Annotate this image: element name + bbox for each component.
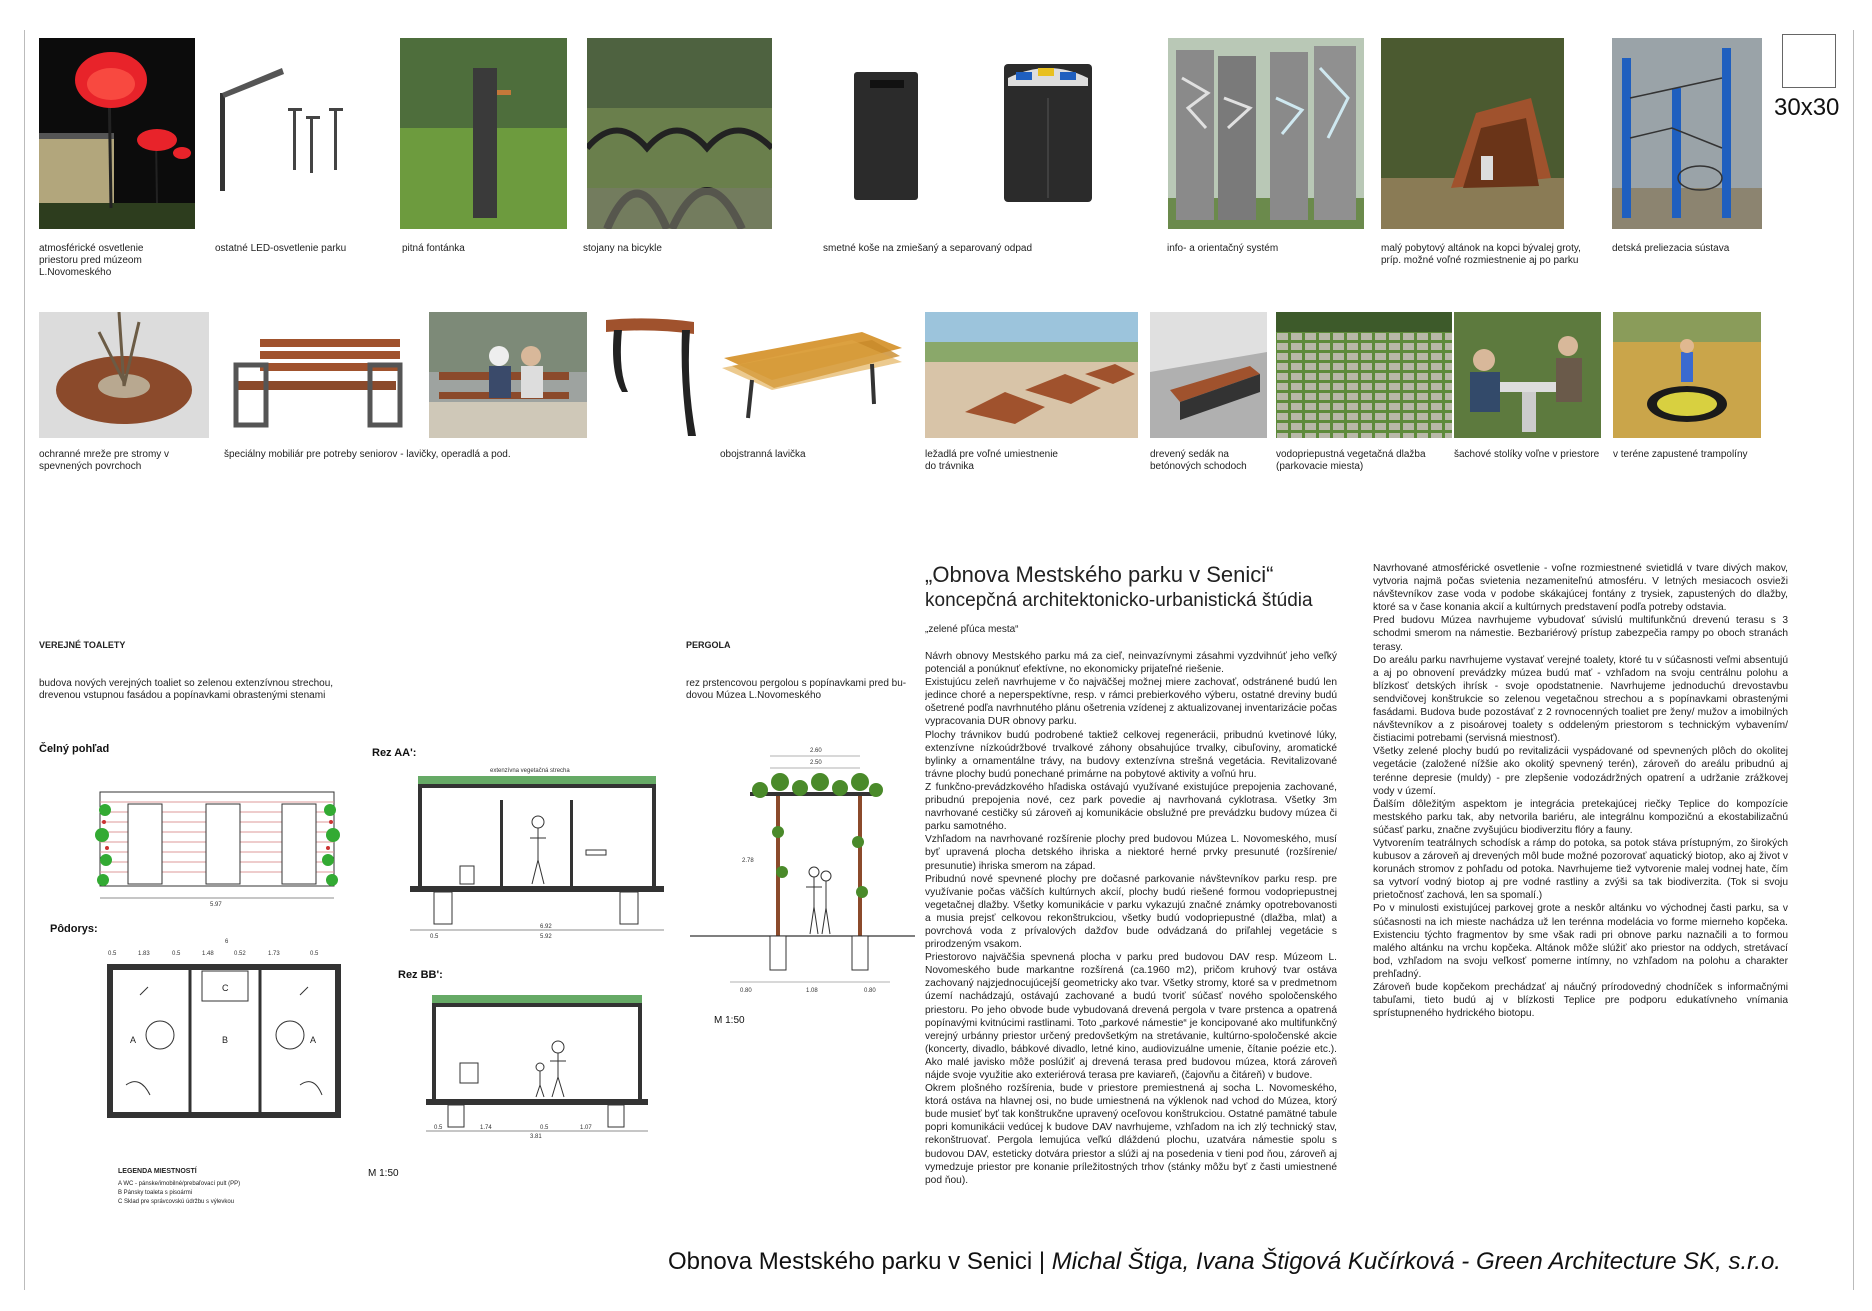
plan-dim-4: 1.48 bbox=[202, 951, 214, 957]
bb-dim-3: 0.5 bbox=[540, 1125, 549, 1131]
photo-atmospheric-lighting bbox=[39, 38, 195, 229]
plan-dim-total: 6 bbox=[225, 939, 229, 945]
scale-label: 30x30 bbox=[1774, 94, 1840, 121]
room-b: B bbox=[222, 1035, 229, 1045]
motto: „zelené pľúca mesta“ bbox=[925, 624, 1019, 635]
photo-small-pavilion bbox=[1381, 38, 1564, 229]
pergola-dim-bottom-2: 1.08 bbox=[806, 988, 818, 994]
page-title: „Obnova Mestského parku v Senici“ bbox=[925, 562, 1274, 587]
photo-bike-racks bbox=[587, 38, 772, 229]
photo-double-bench bbox=[712, 318, 907, 428]
footer bbox=[668, 1248, 1781, 1276]
plan-dim-2: 1.83 bbox=[138, 951, 150, 957]
pergola-dim-bottom-1: 0.80 bbox=[740, 988, 752, 994]
photo-permeable-paving bbox=[1276, 312, 1452, 438]
plan-label: Pôdorys: bbox=[50, 923, 98, 935]
text-column-1: Návrh obnovy Mestského parku má za cieľ, neinvazívnymi zásahmi vyzdvihnúť jeho veľký potenciál a ponúknuť efektívne, no ekonomicky prijateľné riešenie. Existujúcu zeleň navrhujeme v čo najväčšej možnej miere zachovať, odstránené budú len jedince choré a neperspektívne, resp. v rámci prebierkového výberu, ostatné dreviny budú ošetrené podľa navrhnutého plánu ošetrenia vzídenej z aktualizovanej inventarizácie počas vypracovania DUR obnovy parku. Plochy trávnikov budú podrobené taktiež celkovej regenerácii, pribudnú kvetinové lúky, extenzívne nízkoúdržbové trvalkové záhony obsahujúce trvalky, cibuľoviny, aromatické bylinky a ornamentálne trávy, na budovy extenzívna strešná vegetácia. Revitalizované trávne plochy budú ponechané primárne na pobytové aktivity a voľnú hru. Z funkčno-prevádzkového hľadiska ostávajú využívané existujúce prepojenia zachované, pribudnú prepojenia nové, cez park povedie aj navrhovaná cyklotrasa. Všetky 3m navrhované cestičky sú zároveň aj komunikácie obslužné pre prevádzku budovy múzea či parku samotného. Vzhľadom na navrhované rozšírenie plochy pred budovou Múzea L. Novomeského, musí byť upravená plocha detského ihriska a niektoré herné prvky presunuté (rozšírenie/ presunutie) ihriska smerom na západ. Pribudnú nové spevnené plochy pre dočasné parkovanie návštevníkov parku resp. pre využívanie počas väčších kultúrnych akcií, plochy budú riešené formou vodopriepustnej vegetačnej dlažby. Všetky komunikácie v parku vykazujú značné známky opotrebovanosti a musia prejsť celkovou rekonštrukciou, všetky budú vodopriepustné (dlažba, mlat) a povrchová voda z prívalových dažďov bude odvádzaná do priľahlej vegetácie s prirodzeným vsakom. Priestorovo najväčšia spevnená plocha v parku pred budovou DAV resp. Múzeom L. Novomeského bude markantne rozšírená (ca.1960 m2), pričom kruhový tvar ostáva zachovaný najzjednocujúcejší geometricky ako tvar. Všetky stromy, ktoré sa v predmetnom území nachádzajú, ostávajú zachované a budú tvoriť súčasť nového spoločenského priestoru. Po jeho obvode bude vybudovaná drevená pergola v tvare prstenca a opatrená popínavými kvitnúcimi rastlinami. Toto „parkové námestie“ je koncipované ako multifunkčný verejný urbánny priestor určený predovšetkým na stretávanie, kultúrno-spoločenské akcie (koncerty, divadlo, bábkové divadlo, letné kino, audiovizuálne umenie, čítanie poézie etc.). Ako malé javisko môže poslúžiť aj drevená terasa pred budovou múzea, ktorá zároveň nájde svoje využitie ako exteriérová terasa pre kaviareň, (čajovňu a čitáreň) v budove. Okrem plošného rozšírenia, bude v priestore premiestnená aj socha L. Novomeského, ktorá ostáva na hlavnej osi, no bude umiestnená na výklenok nad vchod do Múzea, ktorý bude musieť byť tak konštrukčne upravený oceľovou konštrukciou. Ostatné pamätné tabule popri komunikácii vedúcej k budove DAV navrhujeme, vzhľadom na ich zlý technický stav, rekonštruovať. Pergola lemujúca veľkú dláždenú plochu, uzatvára námestie spolu s budovou DAV, esteticky dotvára priestor a slúži aj na posedenia v tieni pod ňou, zároveň aj vymedzuje priestor pre konanie príležitostných trhov (stánky môžu byť z časti umiestnené pod ňou). bbox=[925, 651, 1337, 1186]
section-aa-label: Rez AA': bbox=[372, 747, 417, 759]
frame-left bbox=[24, 30, 25, 1290]
bb-dim-total: 3.81 bbox=[530, 1134, 542, 1140]
aa-dim-3: 5.92 bbox=[540, 934, 552, 940]
front-view-label: Čelný pohľad bbox=[39, 743, 110, 755]
legend-item-1: A WC - pánske/imobilné/prebaľovací pult (PP) bbox=[118, 1181, 241, 1187]
photo-loungers bbox=[925, 312, 1138, 438]
caption-chess-tables: šachové stolíky voľne v priestore bbox=[1454, 449, 1600, 460]
legend-title: LEGENDA MIESTNOSTÍ bbox=[118, 1168, 197, 1175]
section-bb-drawing bbox=[420, 985, 670, 1140]
caption-atmospheric-lighting: atmosférické osvetlenie priestoru pred múzeom L.Novomeského bbox=[39, 243, 144, 278]
photo-trampolines bbox=[1613, 312, 1761, 438]
caption-trampolines: v teréne zapustené trampolíny bbox=[1613, 449, 1748, 460]
photo-tree-grate bbox=[39, 312, 209, 438]
photo-senior-bench bbox=[230, 325, 408, 430]
caption-led-lighting: ostatné LED-osvetlenie parku bbox=[215, 243, 347, 254]
toilets-front-view-drawing bbox=[60, 780, 370, 910]
caption-loungers: ležadlá pre voľné umiestnenie do trávnika bbox=[925, 449, 1058, 472]
caption-info-system: info- a orientačný systém bbox=[1167, 243, 1279, 254]
photo-info-system bbox=[1168, 38, 1364, 229]
text-column-2: Navrhované atmosférické osvetlenie - voľne rozmiestnené svietidlá v tvare divých makov, vytvoria najmä počas svietenia nezameniteľnú atmosféru. V letných mesiacoch osvieži návštevníkov zase voda v podobe skákajúcej fontány z trysiek, zapustených do dlažby, ktoré sa v čase konania akcií a kultúrnych predstavení podľa potreby odstavia. Pred budovu Múzea navrhujeme vybudovať súvislú multifunkčnú drevenú terasu s 3 schodmi smerom na námestie. Bezbariérový prístup zabezpečia rampy po oboch stranách terasy. Do areálu parku navrhujeme vystavať verejné toalety, ktoré tu v súčasnosti veľmi absentujú a aj po obnovení prevádzky múzea budú mať - vzhľadom na svoju centrálnu polohu a blízkosť detských ihrísk - svoje opodstatnenie. Navrhujeme jednoduchú drevostavbu sendvičovej konštrukcie so zelenou vegetačnou strechou a s popínavkami obrastenými fasádami. Budova bude pozostávať z 2 rovnocenných toaliet pre ženy/ mužov a imobilných návštevníkov a z pisoárovej toalety s oddeleným priestorom s technickým vybavením/čistiacimi potrebami (servisná miestnosť). Všetky zelené plochy budú po revitalizácii vyspádované od spevnených plôch do okolitej vegetácie (založené nížšie ako okolitý spevnený terén), zároveň do areálu pribudnú aj terénne depresie (muldy) - pre zlepšenie vodozádržných opatrení a udržanie zrážkovej vody v území. Ďalším dôležitým aspektom je integrácia pretekajúcej riečky Teplice do kompozície mestského parku tak, aby netvorila bariéru, ale integrálnu kompozičnú a ekostabilizačnú súčasť parku, značne zvyšujúcu biodiverzitu flóry a fauny. Vytvorením teatrálnych schodísk a rámp do potoka, sa potok stáva prístupným, zo širokých kubusov a zároveň aj drevených môl bude možné pozorovať aquatický biotop, ako aj život v korunách stromov z pohľadu od potoka. Navrhujeme tiež vytvorenie malej vodnej hate, čím sa vytvorí vodný biotop aj pre vodné rastliny a zvýši sa tak biodiverzita. (Tok si svoju prietočnosť zachová, len sa spomalí.) Po v minulosti existujúcej parkovej grote a neskôr altánku vo východnej časti parku, sa v súčasnosti na ich mieste nachádza už len terénna modelácia vo forme mierneho kopčeka. Existenciu týchto fragmentov by sme však radi pri obnove parku naznačili a to formou malého altánku na vrchu kopčeka. Altánok môže slúžiť ako priestor na oddych, stretávací bod, vzhľadom na svoju veľkosť pomerne intímny, no vzhľadom na polohu a charakter prehľadný. Zároveň bude kopčekom prechádzať aj náučný prírodovedný chodníček s informačnými tabuľami, tieto budú aj v blízkosti Teplice pre podporu edukatívneho vnímania sprístupneného hydrického biotopu. bbox=[1373, 563, 1788, 1020]
pergola-label: PERGOLA bbox=[686, 640, 731, 650]
photo-leaning-rest bbox=[600, 312, 700, 438]
legend-item-2: B Pánsky toaleta s pisoármi bbox=[118, 1190, 193, 1196]
section-aa-drawing bbox=[390, 760, 690, 940]
plan-dim-7: 0.5 bbox=[310, 951, 319, 957]
bb-dim-1: 0.5 bbox=[434, 1125, 443, 1131]
front-total-dim: 5.97 bbox=[210, 902, 222, 908]
plan-dim-6: 1.73 bbox=[268, 951, 280, 957]
pergola-height: 2.78 bbox=[742, 858, 754, 864]
caption-climbing-structure: detská preliezacia sústava bbox=[1612, 243, 1730, 254]
aa-dim-1: 0.5 bbox=[430, 934, 439, 940]
caption-wooden-seat-steps: drevený sedák na betónových schodoch bbox=[1150, 449, 1247, 472]
pergola-text: rez prstencovou pergolou s popínavkami pred bu- dovou Múzea L.Novomeského bbox=[686, 678, 907, 701]
pergola-scale: M 1:50 bbox=[714, 1015, 745, 1026]
pergola-section-drawing bbox=[690, 742, 915, 1007]
room-c: C bbox=[222, 983, 229, 993]
pergola-dim-top-2: 2.50 bbox=[810, 760, 822, 766]
caption-double-bench: obojstranná lavička bbox=[720, 449, 806, 460]
toilets-plan-drawing bbox=[100, 935, 360, 1135]
plan-dim-5: 0.52 bbox=[234, 951, 246, 957]
photo-seniors-on-bench bbox=[429, 312, 587, 438]
legend-item-3: C Sklad pre správcovskú údržbu s výlevkou bbox=[118, 1199, 235, 1205]
pergola-dim-top-1: 2.60 bbox=[810, 748, 822, 754]
pergola-dim-bottom-3: 0.80 bbox=[864, 988, 876, 994]
plan-dim-3: 0.5 bbox=[172, 951, 181, 957]
page-subtitle: koncepčná architektonicko-urbanistická štúdia bbox=[925, 590, 1313, 611]
photo-led-lighting bbox=[210, 58, 352, 193]
bb-dim-4: 1.07 bbox=[580, 1125, 592, 1131]
roof-label: extenzívna vegetačná strecha bbox=[490, 768, 570, 774]
caption-small-pavilion: malý pobytový altánok na kopci bývalej groty, príp. možné voľné rozmiestnenie aj po parku bbox=[1381, 243, 1581, 266]
plan-dim-1: 0.5 bbox=[108, 951, 117, 957]
aa-dim-2: 6.92 bbox=[540, 924, 552, 930]
footer-project: Obnova Mestského parku v Senici | bbox=[668, 1248, 1052, 1275]
photo-waste-bins bbox=[848, 58, 1098, 210]
section-bb-label: Rez BB': bbox=[398, 969, 443, 981]
caption-permeable-paving: vodopriepustná vegetačná dlažba (parkovacie miesta) bbox=[1276, 449, 1426, 472]
caption-tree-grate: ochranné mreže pre stromy v spevnených povrchoch bbox=[39, 449, 170, 472]
caption-waste-bins: smetné koše na zmiešaný a separovaný odpad bbox=[823, 243, 1033, 254]
photo-drinking-fountain bbox=[400, 38, 567, 229]
room-a-left: A bbox=[130, 1035, 137, 1045]
toilets-scale: M 1:50 bbox=[368, 1168, 399, 1179]
photo-chess-tables bbox=[1454, 312, 1601, 438]
caption-bike-racks: stojany na bicykle bbox=[583, 243, 662, 254]
room-a-right: A bbox=[310, 1035, 317, 1045]
frame-right bbox=[1853, 30, 1854, 1290]
scale-box bbox=[1782, 34, 1836, 88]
toilets-label: VEREJNÉ TOALETY bbox=[39, 640, 126, 650]
toilets-text: budova nových verejných toaliet so zelenou extenzívnou strechou, drevenou vstupnou fasádou a popínavkami obrastenými stenami bbox=[39, 678, 334, 701]
caption-drinking-fountain: pitná fontánka bbox=[402, 243, 465, 254]
photo-wooden-seat-steps bbox=[1150, 312, 1267, 438]
footer-authors: Michal Štiga, Ivana Štigová Kučírková - Green Architecture SK, s.r.o. bbox=[1051, 1248, 1781, 1275]
caption-senior-furniture: špeciálny mobiliár pre potreby seniorov - lavičky, operadlá a pod. bbox=[224, 449, 511, 460]
photo-climbing-structure bbox=[1612, 38, 1762, 229]
bb-dim-2: 1.74 bbox=[480, 1125, 492, 1131]
